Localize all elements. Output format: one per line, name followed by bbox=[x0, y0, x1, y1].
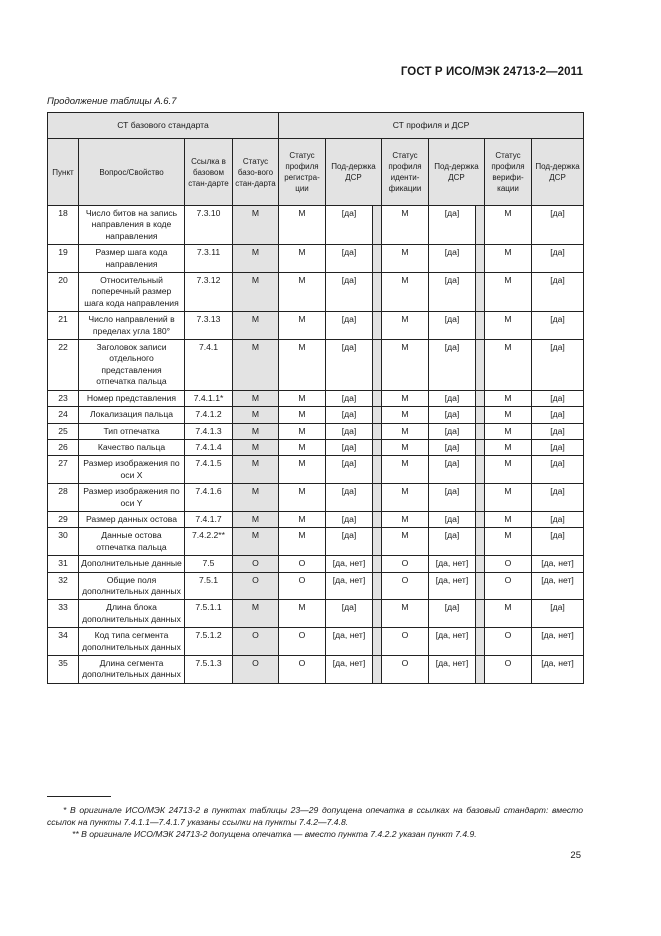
row-identification-support: [да] bbox=[429, 206, 476, 245]
row-shaded-spacer bbox=[476, 456, 485, 484]
row-question: Данные остова отпечатка пальца bbox=[79, 528, 185, 556]
row-identification-status: M bbox=[382, 407, 429, 423]
row-number: 29 bbox=[48, 511, 79, 527]
row-verification-status: M bbox=[485, 600, 532, 628]
col-header-registration-status: Статус профиля регистра-ции bbox=[279, 139, 326, 206]
row-identification-support: [да] bbox=[429, 439, 476, 455]
row-identification-status: M bbox=[382, 600, 429, 628]
row-number: 34 bbox=[48, 628, 79, 656]
row-number: 24 bbox=[48, 407, 79, 423]
table-row bbox=[48, 484, 584, 512]
row-shaded-spacer bbox=[373, 340, 382, 391]
row-registration-support: [да] bbox=[326, 273, 373, 312]
row-shaded-spacer bbox=[476, 600, 485, 628]
row-registration-status: M bbox=[279, 439, 326, 455]
table-row bbox=[48, 628, 584, 656]
row-registration-support: [да] bbox=[326, 206, 373, 245]
row-verification-support: [да] bbox=[532, 312, 584, 340]
row-identification-support: [да, нет] bbox=[429, 556, 476, 572]
row-identification-support: [да] bbox=[429, 390, 476, 406]
row-registration-support: [да] bbox=[326, 484, 373, 512]
row-verification-support: [да] bbox=[532, 340, 584, 391]
row-number: 27 bbox=[48, 456, 79, 484]
row-registration-support: [да] bbox=[326, 423, 373, 439]
row-registration-status: O bbox=[279, 656, 326, 684]
row-number: 26 bbox=[48, 439, 79, 455]
row-registration-support: [да] bbox=[326, 439, 373, 455]
table-row bbox=[48, 340, 584, 391]
table-row bbox=[48, 656, 584, 684]
row-identification-status: M bbox=[382, 340, 429, 391]
row-reference: 7.4.1.4 bbox=[185, 439, 233, 455]
row-registration-support: [да, нет] bbox=[326, 556, 373, 572]
row-identification-status: M bbox=[382, 528, 429, 556]
row-shaded-spacer bbox=[373, 484, 382, 512]
row-shaded-spacer bbox=[373, 439, 382, 455]
row-base-status: M bbox=[233, 245, 279, 273]
row-shaded-spacer bbox=[373, 407, 382, 423]
row-verification-support: [да] bbox=[532, 206, 584, 245]
row-shaded-spacer bbox=[373, 245, 382, 273]
row-shaded-spacer bbox=[373, 456, 382, 484]
table-row bbox=[48, 456, 584, 484]
row-verification-status: M bbox=[485, 206, 532, 245]
row-number: 25 bbox=[48, 423, 79, 439]
row-question: Относительный поперечный размер шага кода направления bbox=[79, 273, 185, 312]
row-verification-status: M bbox=[485, 484, 532, 512]
row-verification-status: M bbox=[485, 312, 532, 340]
row-shaded-spacer bbox=[476, 423, 485, 439]
row-number: 22 bbox=[48, 340, 79, 391]
row-shaded-spacer bbox=[476, 245, 485, 273]
table-continuation-label: Продолжение таблицы А.6.7 bbox=[47, 96, 177, 107]
row-verification-status: M bbox=[485, 439, 532, 455]
row-registration-support: [да] bbox=[326, 511, 373, 527]
row-verification-status: M bbox=[485, 528, 532, 556]
row-registration-status: M bbox=[279, 484, 326, 512]
row-verification-support: [да, нет] bbox=[532, 572, 584, 600]
row-question: Размер изображения по оси X bbox=[79, 456, 185, 484]
row-shaded-spacer bbox=[373, 572, 382, 600]
row-registration-support: [да] bbox=[326, 407, 373, 423]
row-identification-support: [да] bbox=[429, 600, 476, 628]
row-verification-status: M bbox=[485, 407, 532, 423]
row-identification-support: [да] bbox=[429, 528, 476, 556]
row-identification-support: [да] bbox=[429, 273, 476, 312]
row-question: Длина сегмента дополнительных данных bbox=[79, 656, 185, 684]
base-standard-group-header: СТ базового стандарта bbox=[48, 113, 279, 139]
row-question: Число направлений в пределах угла 180° bbox=[79, 312, 185, 340]
row-registration-support: [да] bbox=[326, 340, 373, 391]
row-verification-support: [да] bbox=[532, 390, 584, 406]
row-identification-support: [да] bbox=[429, 312, 476, 340]
row-question: Длина блока дополнительных данных bbox=[79, 600, 185, 628]
row-shaded-spacer bbox=[476, 340, 485, 391]
row-identification-support: [да, нет] bbox=[429, 572, 476, 600]
row-verification-support: [да] bbox=[532, 511, 584, 527]
row-base-status: M bbox=[233, 407, 279, 423]
row-shaded-spacer bbox=[476, 206, 485, 245]
table-row bbox=[48, 312, 584, 340]
row-verification-status: O bbox=[485, 556, 532, 572]
row-shaded-spacer bbox=[476, 484, 485, 512]
row-identification-status: M bbox=[382, 390, 429, 406]
row-shaded-spacer bbox=[476, 312, 485, 340]
row-registration-status: M bbox=[279, 423, 326, 439]
col-header-verification-status: Статус профиля верифи-кации bbox=[485, 139, 532, 206]
table-row bbox=[48, 390, 584, 406]
row-reference: 7.4.1.7 bbox=[185, 511, 233, 527]
row-shaded-spacer bbox=[373, 312, 382, 340]
row-verification-support: [да, нет] bbox=[532, 556, 584, 572]
row-shaded-spacer bbox=[373, 206, 382, 245]
row-identification-status: M bbox=[382, 245, 429, 273]
row-identification-support: [да] bbox=[429, 484, 476, 512]
row-registration-support: [да, нет] bbox=[326, 572, 373, 600]
row-registration-support: [да] bbox=[326, 390, 373, 406]
row-registration-status: M bbox=[279, 390, 326, 406]
row-number: 33 bbox=[48, 600, 79, 628]
row-registration-status: M bbox=[279, 245, 326, 273]
row-identification-status: M bbox=[382, 439, 429, 455]
footnote-separator bbox=[47, 796, 111, 797]
row-verification-status: M bbox=[485, 423, 532, 439]
row-verification-support: [да] bbox=[532, 456, 584, 484]
row-base-status: M bbox=[233, 600, 279, 628]
row-identification-status: M bbox=[382, 312, 429, 340]
col-header-verification-support: Под-держка ДСР bbox=[532, 139, 584, 206]
row-reference: 7.4.1.2 bbox=[185, 407, 233, 423]
row-question: Число битов на запись направления в коде направления bbox=[79, 206, 185, 245]
row-registration-support: [да] bbox=[326, 528, 373, 556]
row-registration-support: [да] bbox=[326, 245, 373, 273]
row-shaded-spacer bbox=[476, 390, 485, 406]
row-base-status: O bbox=[233, 628, 279, 656]
row-question: Качество пальца bbox=[79, 439, 185, 455]
row-shaded-spacer bbox=[476, 273, 485, 312]
row-registration-support: [да] bbox=[326, 456, 373, 484]
row-base-status: M bbox=[233, 390, 279, 406]
row-reference: 7.5.1.3 bbox=[185, 656, 233, 684]
table-row bbox=[48, 528, 584, 556]
row-base-status: M bbox=[233, 340, 279, 391]
row-reference: 7.4.1.1* bbox=[185, 390, 233, 406]
row-base-status: M bbox=[233, 528, 279, 556]
row-registration-status: M bbox=[279, 273, 326, 312]
row-verification-support: [да, нет] bbox=[532, 628, 584, 656]
footnote-2: ** В оригинале ИСО/МЭК 24713-2 допущена опечатка — вместо пункта 7.4.2.2 указан пункт 7.4.9. bbox=[72, 829, 477, 839]
row-number: 30 bbox=[48, 528, 79, 556]
table-row bbox=[48, 245, 584, 273]
row-registration-support: [да] bbox=[326, 312, 373, 340]
row-number: 21 bbox=[48, 312, 79, 340]
row-question: Заголовок записи отдельного представления отпечатка пальца bbox=[79, 340, 185, 391]
row-identification-status: M bbox=[382, 423, 429, 439]
row-base-status: M bbox=[233, 273, 279, 312]
row-base-status: O bbox=[233, 656, 279, 684]
row-verification-support: [да] bbox=[532, 528, 584, 556]
row-registration-support: [да, нет] bbox=[326, 628, 373, 656]
row-verification-support: [да] bbox=[532, 600, 584, 628]
row-shaded-spacer bbox=[373, 628, 382, 656]
row-number: 31 bbox=[48, 556, 79, 572]
col-header-registration-support: Под-держка ДСР bbox=[326, 139, 382, 206]
footnote-1: * В оригинале ИСО/МЭК 24713-2 в пунктах таблицы 23—29 допущена опечатка в ссылках на базовый стандарт: вместо ссылок на пункты 7.4.1.1—7.4.1.7 указаны ссылки на пункты 7.4.2—7.4.8. bbox=[47, 805, 583, 827]
row-reference: 7.4.1.5 bbox=[185, 456, 233, 484]
col-header-identification-support: Под-держка ДСР bbox=[429, 139, 485, 206]
row-identification-support: [да] bbox=[429, 245, 476, 273]
row-base-status: M bbox=[233, 511, 279, 527]
row-identification-support: [да] bbox=[429, 511, 476, 527]
row-identification-status: O bbox=[382, 628, 429, 656]
table-row bbox=[48, 423, 584, 439]
row-number: 32 bbox=[48, 572, 79, 600]
row-question: Размер данных остова bbox=[79, 511, 185, 527]
table-row bbox=[48, 439, 584, 455]
row-verification-status: M bbox=[485, 456, 532, 484]
row-shaded-spacer bbox=[476, 407, 485, 423]
row-base-status: O bbox=[233, 572, 279, 600]
row-registration-support: [да, нет] bbox=[326, 656, 373, 684]
row-identification-status: M bbox=[382, 206, 429, 245]
row-question: Код типа сегмента дополнительных данных bbox=[79, 628, 185, 656]
row-question: Общие поля дополнительных данных bbox=[79, 572, 185, 600]
row-base-status: M bbox=[233, 312, 279, 340]
row-shaded-spacer bbox=[373, 556, 382, 572]
row-verification-support: [да] bbox=[532, 245, 584, 273]
row-identification-status: M bbox=[382, 273, 429, 312]
table-row bbox=[48, 556, 584, 572]
table-row bbox=[48, 407, 584, 423]
row-identification-support: [да] bbox=[429, 423, 476, 439]
row-identification-status: M bbox=[382, 511, 429, 527]
row-shaded-spacer bbox=[373, 423, 382, 439]
row-verification-status: M bbox=[485, 511, 532, 527]
conformance-table bbox=[47, 112, 584, 684]
document-header: ГОСТ Р ИСО/МЭК 24713-2—2011 bbox=[400, 66, 583, 78]
row-registration-status: M bbox=[279, 407, 326, 423]
col-header-base-status: Статус базо-вого стан-дарта bbox=[233, 139, 279, 206]
row-shaded-spacer bbox=[373, 600, 382, 628]
row-reference: 7.5.1.2 bbox=[185, 628, 233, 656]
col-header-item: Пункт bbox=[48, 139, 79, 206]
row-shaded-spacer bbox=[476, 656, 485, 684]
row-number: 18 bbox=[48, 206, 79, 245]
row-base-status: O bbox=[233, 556, 279, 572]
profile-group-header: СТ профиля и ДСР bbox=[279, 113, 584, 139]
row-shaded-spacer bbox=[476, 556, 485, 572]
row-shaded-spacer bbox=[373, 511, 382, 527]
table-row bbox=[48, 511, 584, 527]
row-reference: 7.3.11 bbox=[185, 245, 233, 273]
table-body bbox=[48, 206, 584, 684]
row-registration-support: [да] bbox=[326, 600, 373, 628]
row-registration-status: M bbox=[279, 511, 326, 527]
row-reference: 7.5.1 bbox=[185, 572, 233, 600]
row-shaded-spacer bbox=[373, 390, 382, 406]
row-base-status: M bbox=[233, 456, 279, 484]
row-verification-status: O bbox=[485, 572, 532, 600]
row-number: 35 bbox=[48, 656, 79, 684]
row-identification-status: O bbox=[382, 556, 429, 572]
row-registration-status: M bbox=[279, 528, 326, 556]
row-reference: 7.5.1.1 bbox=[185, 600, 233, 628]
row-verification-status: O bbox=[485, 656, 532, 684]
row-reference: 7.5 bbox=[185, 556, 233, 572]
row-identification-support: [да] bbox=[429, 340, 476, 391]
row-identification-status: M bbox=[382, 456, 429, 484]
row-identification-support: [да] bbox=[429, 407, 476, 423]
table-row bbox=[48, 273, 584, 312]
row-number: 20 bbox=[48, 273, 79, 312]
row-verification-status: M bbox=[485, 273, 532, 312]
col-header-question: Вопрос/Свойство bbox=[79, 139, 185, 206]
row-registration-status: O bbox=[279, 556, 326, 572]
row-verification-support: [да, нет] bbox=[532, 656, 584, 684]
row-verification-support: [да] bbox=[532, 273, 584, 312]
row-base-status: M bbox=[233, 423, 279, 439]
row-shaded-spacer bbox=[373, 528, 382, 556]
row-number: 19 bbox=[48, 245, 79, 273]
row-question: Размер шага кода направления bbox=[79, 245, 185, 273]
table-row bbox=[48, 600, 584, 628]
row-verification-status: M bbox=[485, 245, 532, 273]
row-registration-status: M bbox=[279, 206, 326, 245]
row-identification-status: O bbox=[382, 656, 429, 684]
row-reference: 7.3.13 bbox=[185, 312, 233, 340]
row-reference: 7.4.2.2** bbox=[185, 528, 233, 556]
row-verification-support: [да] bbox=[532, 407, 584, 423]
page-number: 25 bbox=[570, 850, 581, 861]
row-shaded-spacer bbox=[476, 528, 485, 556]
row-verification-status: M bbox=[485, 390, 532, 406]
row-question: Дополнительные данные bbox=[79, 556, 185, 572]
row-question: Локализация пальца bbox=[79, 407, 185, 423]
row-registration-status: M bbox=[279, 312, 326, 340]
row-reference: 7.4.1.3 bbox=[185, 423, 233, 439]
row-base-status: M bbox=[233, 484, 279, 512]
row-reference: 7.4.1.6 bbox=[185, 484, 233, 512]
row-identification-status: M bbox=[382, 484, 429, 512]
row-shaded-spacer bbox=[476, 439, 485, 455]
row-reference: 7.3.12 bbox=[185, 273, 233, 312]
row-registration-status: M bbox=[279, 340, 326, 391]
row-base-status: M bbox=[233, 439, 279, 455]
table-row bbox=[48, 206, 584, 245]
table-row bbox=[48, 572, 584, 600]
row-verification-support: [да] bbox=[532, 423, 584, 439]
row-question: Размер изображения по оси Y bbox=[79, 484, 185, 512]
row-identification-support: [да] bbox=[429, 456, 476, 484]
row-identification-status: O bbox=[382, 572, 429, 600]
row-question: Тип отпечатка bbox=[79, 423, 185, 439]
row-base-status: M bbox=[233, 206, 279, 245]
row-reference: 7.4.1 bbox=[185, 340, 233, 391]
row-registration-status: O bbox=[279, 572, 326, 600]
row-shaded-spacer bbox=[373, 273, 382, 312]
col-header-base-reference: Ссылка в базовом стан-дарте bbox=[185, 139, 233, 206]
row-registration-status: M bbox=[279, 600, 326, 628]
row-verification-support: [да] bbox=[532, 484, 584, 512]
row-verification-status: O bbox=[485, 628, 532, 656]
row-registration-status: O bbox=[279, 628, 326, 656]
col-header-identification-status: Статус профиля иденти-фикации bbox=[382, 139, 429, 206]
row-question: Номер представления bbox=[79, 390, 185, 406]
row-verification-status: M bbox=[485, 340, 532, 391]
row-shaded-spacer bbox=[476, 572, 485, 600]
row-shaded-spacer bbox=[373, 656, 382, 684]
row-number: 23 bbox=[48, 390, 79, 406]
row-verification-support: [да] bbox=[532, 439, 584, 455]
row-identification-support: [да, нет] bbox=[429, 628, 476, 656]
row-shaded-spacer bbox=[476, 511, 485, 527]
row-identification-support: [да, нет] bbox=[429, 656, 476, 684]
row-registration-status: M bbox=[279, 456, 326, 484]
row-reference: 7.3.10 bbox=[185, 206, 233, 245]
row-number: 28 bbox=[48, 484, 79, 512]
row-shaded-spacer bbox=[476, 628, 485, 656]
